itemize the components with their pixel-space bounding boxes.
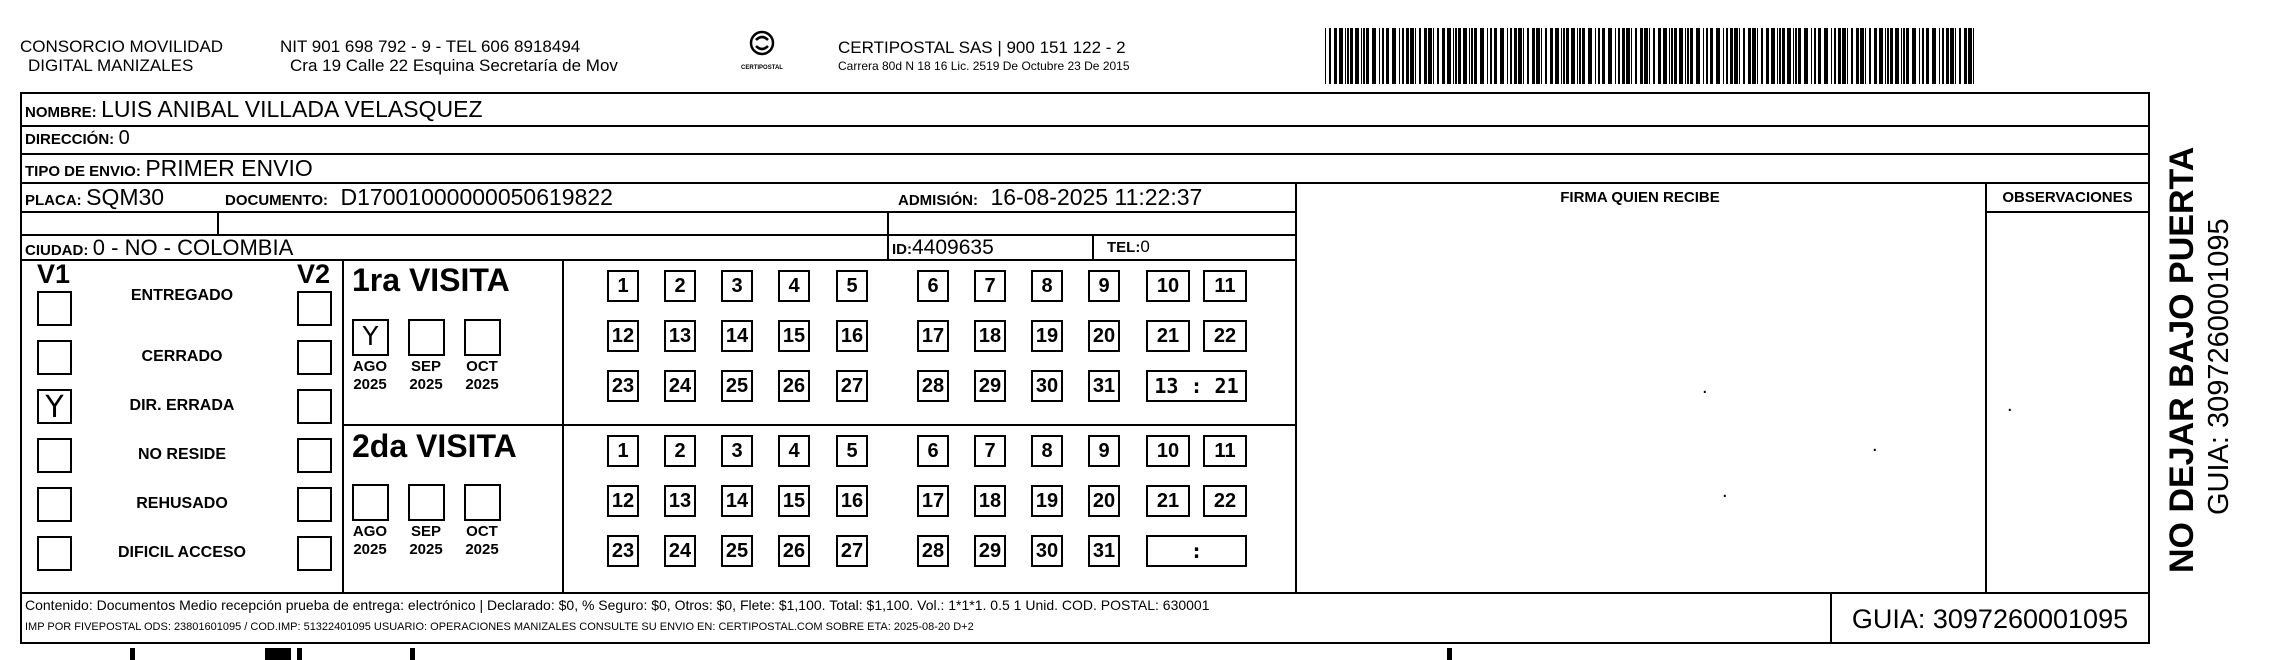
- month-checkbox[interactable]: [352, 484, 389, 521]
- month-label: OCT: [466, 523, 498, 540]
- nit-line-1: NIT 901 698 792 - 9 - TEL 606 8918494: [280, 37, 581, 56]
- day-box[interactable]: 12: [607, 320, 639, 352]
- edge-mark: [130, 648, 135, 660]
- month-checkbox[interactable]: [464, 319, 501, 356]
- status-label: DIFICIL ACCESO: [117, 544, 246, 561]
- day-box[interactable]: 3: [721, 270, 753, 302]
- day-box[interactable]: 29: [974, 535, 1006, 567]
- month-checkbox[interactable]: [408, 319, 445, 356]
- day-box[interactable]: 28: [917, 535, 949, 567]
- admision-value: 16-08-2025 11:22:37: [990, 184, 1203, 210]
- day-box[interactable]: 14: [721, 320, 753, 352]
- day-box[interactable]: 27: [836, 370, 868, 402]
- status-label: DIR. ERRADA: [129, 397, 235, 414]
- day-box[interactable]: 4: [778, 435, 810, 467]
- tipo-envio-value: PRIMER ENVIO: [145, 155, 313, 181]
- day-box[interactable]: 15: [778, 320, 810, 352]
- second-visit-title: 2da VISITA: [352, 428, 517, 464]
- footer-print-info: IMP POR FIVEPOSTAL ODS: 23801601095 / COD.IMP: 51322401095 USUARIO: OPERACIONES MANIZALES CONSULTE SU ENVIO EN: CERTIPOSTAL.COM SOBRE ETA: 2025-08-20 D+2: [25, 621, 974, 633]
- side-guia: GUIA: 3097260001095: [2203, 218, 2235, 515]
- logo-caption: CERTIPOSTAL: [741, 65, 783, 71]
- nit-line-2: Cra 19 Calle 22 Esquina Secretaría de Mov: [290, 56, 618, 75]
- day-box[interactable]: 19: [1031, 320, 1063, 352]
- tel-value: 0: [1140, 237, 1150, 256]
- observation-mark: .: [2007, 394, 2013, 416]
- placa-label: PLACA:: [25, 192, 82, 209]
- day-box[interactable]: 10: [1146, 270, 1190, 302]
- day-box[interactable]: 2: [664, 270, 696, 302]
- month-label: AGO: [352, 358, 388, 375]
- footer-guia: GUIA: 3097260001095: [1851, 604, 2129, 634]
- day-box[interactable]: 18: [974, 485, 1006, 517]
- month-checkbox[interactable]: Y: [352, 319, 389, 356]
- day-box[interactable]: 7: [974, 435, 1006, 467]
- day-box[interactable]: 13: [664, 320, 696, 352]
- documento-value: D17001000000050619822: [340, 184, 613, 210]
- tel-label: TEL:: [1107, 239, 1141, 256]
- day-box[interactable]: 30: [1031, 370, 1063, 402]
- v1-checkbox[interactable]: Y: [37, 389, 72, 424]
- status-label: CERRADO: [141, 348, 223, 365]
- day-box[interactable]: 25: [721, 535, 753, 567]
- direccion-label: DIRECCIÓN:: [25, 131, 115, 148]
- day-box[interactable]: 6: [917, 270, 949, 302]
- day-box[interactable]: 6: [917, 435, 949, 467]
- year-label: 2025: [409, 376, 443, 393]
- status-label: NO RESIDE: [137, 446, 226, 463]
- status-label: ENTREGADO: [130, 287, 234, 304]
- edge-mark: [297, 648, 302, 660]
- day-box[interactable]: 5: [836, 435, 868, 467]
- day-box[interactable]: 16: [836, 485, 868, 517]
- ciudad-label: CIUDAD:: [25, 242, 89, 259]
- month-label: SEP: [410, 358, 441, 375]
- day-box[interactable]: 12: [607, 485, 639, 517]
- edge-mark: [265, 648, 291, 660]
- courier-info: [838, 38, 1130, 74]
- signature-mark: .: [1722, 480, 1728, 502]
- day-box[interactable]: 16: [836, 320, 868, 352]
- year-label: 2025: [465, 376, 499, 393]
- signature-mark: .: [1872, 434, 1878, 456]
- day-box[interactable]: 22: [1203, 320, 1247, 352]
- day-box[interactable]: 22: [1203, 485, 1247, 517]
- day-box[interactable]: 23: [607, 535, 639, 567]
- day-box[interactable]: 24: [664, 535, 696, 567]
- day-box[interactable]: 21: [1146, 320, 1190, 352]
- month-label: SEP: [410, 523, 441, 540]
- day-box[interactable]: 31: [1088, 370, 1120, 402]
- day-box[interactable]: 9: [1088, 270, 1120, 302]
- certipostal-logo-icon: [732, 30, 792, 71]
- company-line-2: DIGITAL MANIZALES: [28, 56, 194, 75]
- placa-value: SQM30: [86, 184, 165, 210]
- year-label: 2025: [409, 541, 443, 558]
- day-box[interactable]: 27: [836, 535, 868, 567]
- day-box[interactable]: 20: [1088, 320, 1120, 352]
- day-box[interactable]: 29: [974, 370, 1006, 402]
- day-box[interactable]: 30: [1031, 535, 1063, 567]
- id-label: ID:: [892, 241, 912, 258]
- documento-label: DOCUMENTO:: [225, 192, 329, 209]
- day-box[interactable]: 17: [917, 485, 949, 517]
- v1-label: V1: [37, 259, 71, 289]
- day-box[interactable]: 14: [721, 485, 753, 517]
- footer-contents: Contenido: Documentos Medio recepción prueba de entrega: electrónico | Declarado: $0, % Seguro: $0, Otros: $0, Flete: $1,100. Total: $1,100. Vol.: 1*1*1. 0.5 1 Unid. COD. POSTAL: 630001: [25, 597, 1210, 613]
- v2-label: V2: [297, 259, 331, 289]
- day-box[interactable]: 24: [664, 370, 696, 402]
- day-box[interactable]: 1: [607, 270, 639, 302]
- day-box[interactable]: 8: [1031, 435, 1063, 467]
- barcode: [1325, 28, 1980, 84]
- tipo-envio-label: TIPO DE ENVIO:: [25, 163, 141, 180]
- observaciones-label: OBSERVACIONES: [2002, 189, 2133, 206]
- courier-line-1: CERTIPOSTAL SAS | 900 151 122 - 2: [838, 38, 1126, 57]
- company-nit: [280, 37, 618, 75]
- day-box[interactable]: 7: [974, 270, 1006, 302]
- edge-mark: [410, 648, 415, 660]
- day-box[interactable]: 26: [778, 535, 810, 567]
- day-box[interactable]: 21: [1146, 485, 1190, 517]
- month-checkbox[interactable]: [464, 484, 501, 521]
- visit-grids: [22, 94, 1295, 592]
- year-label: 2025: [353, 376, 387, 393]
- firma-label: FIRMA QUIEN RECIBE: [1560, 189, 1720, 206]
- direccion-value: 0: [118, 127, 130, 149]
- time-box[interactable]: :: [1146, 535, 1247, 567]
- day-box[interactable]: 15: [778, 485, 810, 517]
- delivery-form: [20, 92, 2150, 644]
- time-box[interactable]: 13 : 21: [1146, 370, 1247, 402]
- status-label: REHUSADO: [136, 495, 228, 512]
- id-value: 4409635: [912, 236, 994, 259]
- day-box[interactable]: 10: [1146, 435, 1190, 467]
- day-box[interactable]: 19: [1031, 485, 1063, 517]
- ciudad-value: 0 - NO - COLOMBIA: [92, 235, 294, 260]
- day-box[interactable]: 20: [1088, 485, 1120, 517]
- month-checkbox[interactable]: [408, 484, 445, 521]
- courier-line-2: Carrera 80d N 18 16 Lic. 2519 De Octubre 23 De 2015: [838, 59, 1130, 73]
- year-label: 2025: [465, 541, 499, 558]
- month-label: OCT: [466, 358, 498, 375]
- day-box[interactable]: 11: [1203, 270, 1247, 302]
- day-box[interactable]: 11: [1203, 435, 1247, 467]
- day-box[interactable]: 8: [1031, 270, 1063, 302]
- first-visit-title: 1ra VISITA: [352, 262, 510, 298]
- day-box[interactable]: 28: [917, 370, 949, 402]
- day-box[interactable]: 17: [917, 320, 949, 352]
- day-box[interactable]: 2: [664, 435, 696, 467]
- day-box[interactable]: 3: [721, 435, 753, 467]
- company-line-1: CONSORCIO MOVILIDAD: [20, 37, 224, 56]
- nombre-value: LUIS ANIBAL VILLADA VELASQUEZ: [101, 96, 483, 122]
- day-box[interactable]: 1: [607, 435, 639, 467]
- year-label: 2025: [353, 541, 387, 558]
- day-box[interactable]: 25: [721, 370, 753, 402]
- month-label: AGO: [352, 523, 388, 540]
- admision-label: ADMISIÓN:: [898, 192, 978, 209]
- signature-mark: .: [1702, 376, 1708, 398]
- day-box[interactable]: 18: [974, 320, 1006, 352]
- day-box[interactable]: 26: [778, 370, 810, 402]
- no-dejar-bajo-puerta: NO DEJAR BAJO PUERTA: [2163, 146, 2201, 573]
- day-box[interactable]: 5: [836, 270, 868, 302]
- day-box[interactable]: 4: [778, 270, 810, 302]
- edge-mark: [1447, 648, 1452, 660]
- nombre-label: NOMBRE:: [25, 104, 97, 121]
- day-box[interactable]: 9: [1088, 435, 1120, 467]
- day-box[interactable]: 13: [664, 485, 696, 517]
- day-box[interactable]: 23: [607, 370, 639, 402]
- company-name: [20, 37, 223, 75]
- day-box[interactable]: 31: [1088, 535, 1120, 567]
